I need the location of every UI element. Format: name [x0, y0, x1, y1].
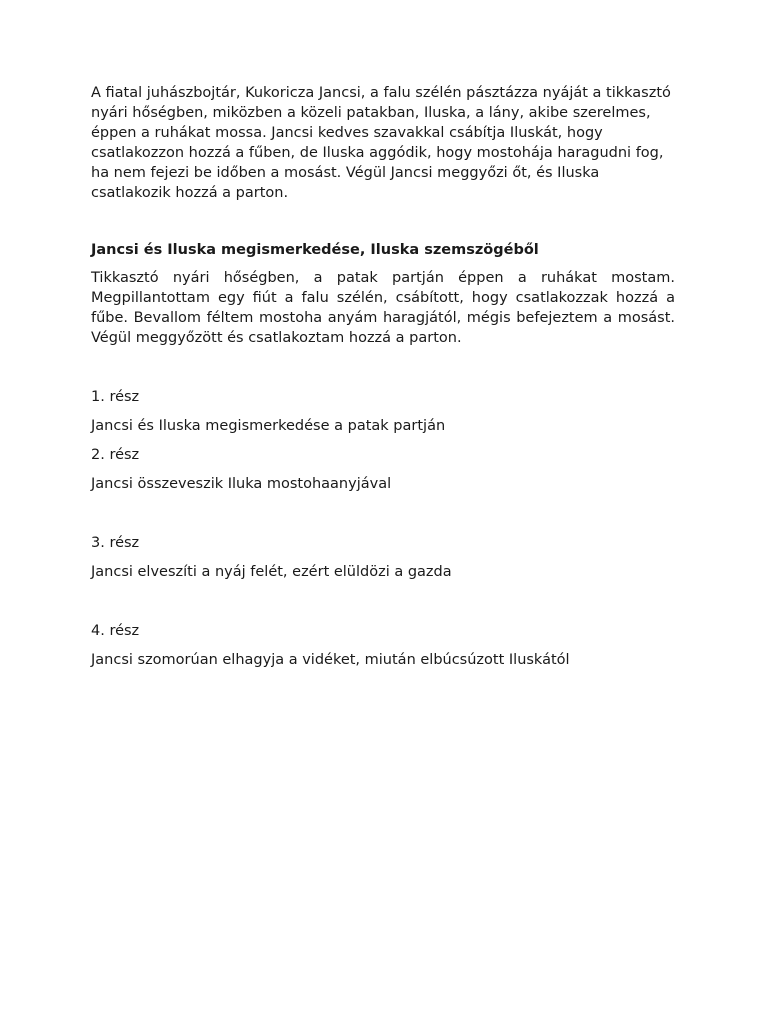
section-heading: Jancsi és Iluska megismerkedése, Iluska szemszögéből	[91, 242, 539, 258]
part-item	[91, 621, 675, 670]
part-description: Jancsi összeveszik Iluka mostohaanyjával	[91, 476, 392, 492]
part-item	[91, 387, 675, 436]
part-title: 4. rész	[91, 623, 140, 639]
perspective-paragraph: Tikkasztó nyári hőségben, a patak partján éppen a ruhákat mostam. Megpillantottam egy fiút a falu szélén, csábított, hogy csatlakozzak hozzá a fűbe. Bevallom féltem mostoha anyám haragjától, mégis befejeztem a mosást. Végül meggyőzött és csatlakoztam hozzá a parton.	[91, 270, 675, 346]
part-description: Jancsi és Iluska megismerkedése a patak partján	[91, 418, 446, 434]
document-page	[91, 83, 675, 679]
part-title: 3. rész	[91, 535, 140, 551]
part-description: Jancsi elveszíti a nyáj felét, ezért elüldözi a gazda	[91, 564, 452, 580]
part-item	[91, 533, 675, 582]
part-item	[91, 445, 675, 494]
parts-list	[91, 387, 675, 670]
part-description: Jancsi szomorúan elhagyja a vidéket, miután elbúcsúzott Iluskától	[91, 652, 570, 668]
part-title: 1. rész	[91, 389, 140, 405]
intro-paragraph: A fiatal juhászbojtár, Kukoricza Jancsi, a falu szélén pásztázza nyáját a tikkasztó nyári hőségben, miközben a közeli patakban, Iluska, a lány, akibe szerelmes, éppen a ruhákat mossa. Jancsi kedves szavakkal csábítja Iluskát, hogy csatlakozzon hozzá a fűben, de Iluska aggódik, hogy mostohája haragudni fog, ha nem fejezi be időben a mosást. Végül Jancsi meggyőzi őt, és Iluska csatlakozik hozzá a parton.	[91, 85, 671, 201]
part-title: 2. rész	[91, 447, 140, 463]
